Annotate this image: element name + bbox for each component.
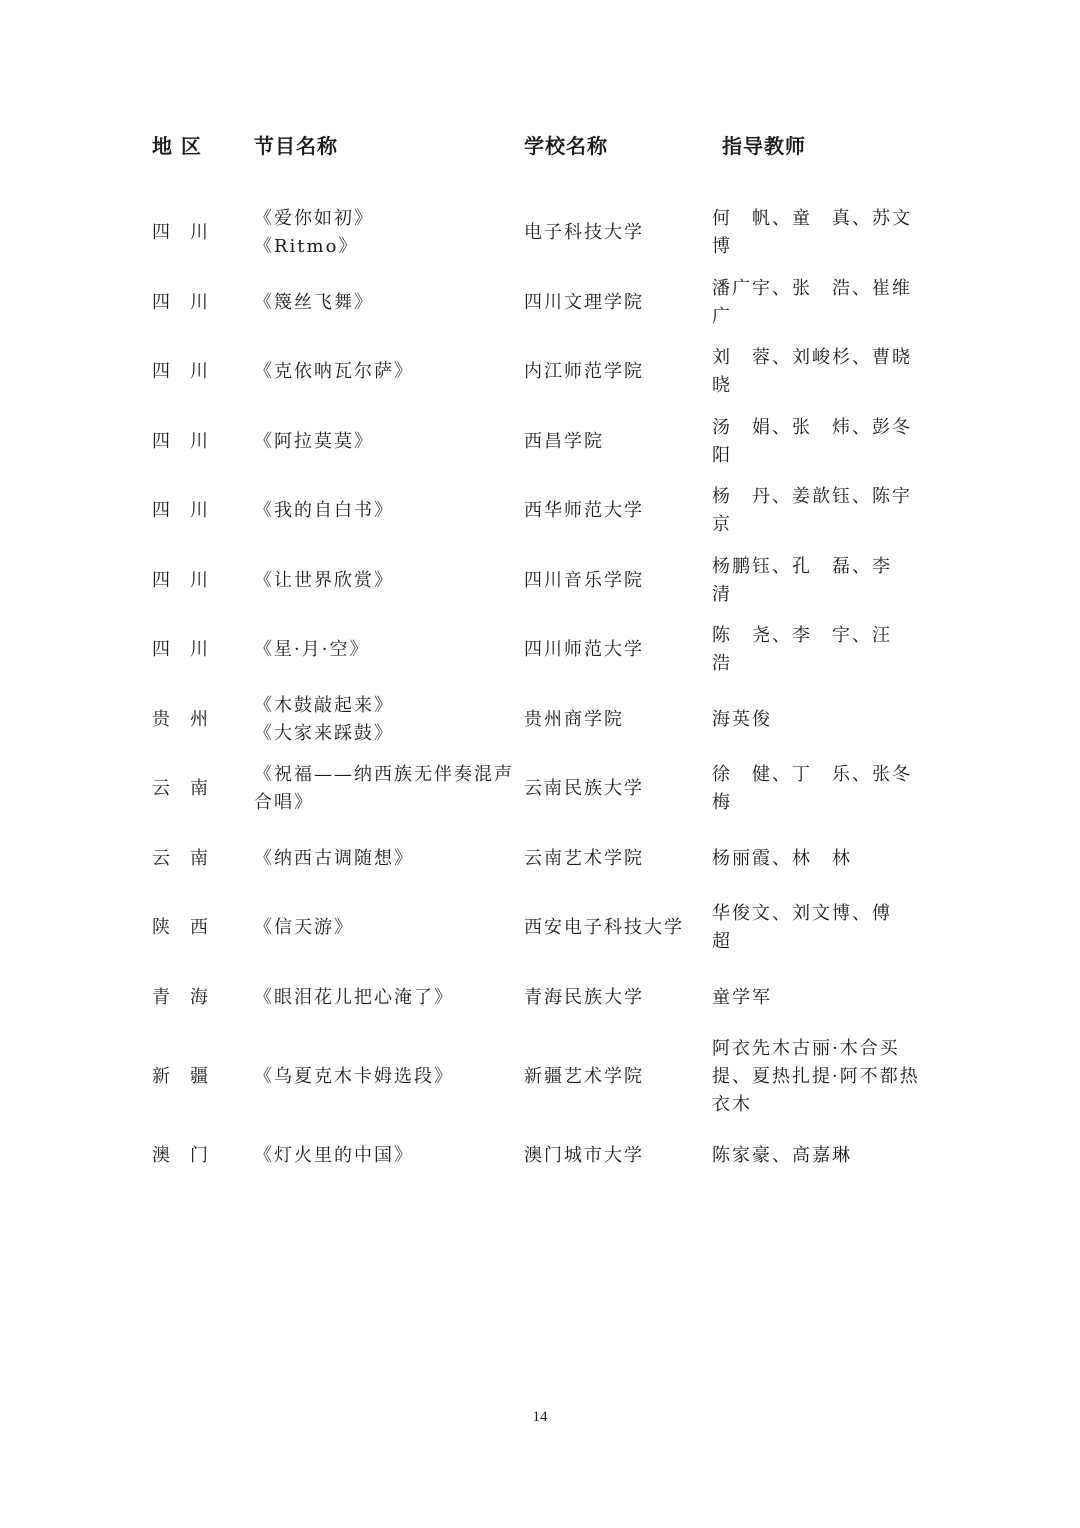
cell-region: 四川 [152,570,228,591]
cell-teacher: 华俊文、刘文博、傅 超 [712,903,912,952]
table-row [0,546,1080,616]
table-row [0,754,1080,824]
cell-school: 青海民族大学 [524,987,644,1008]
cell-program: 《篾丝飞舞》 [254,292,374,313]
cell-program: 《让世界欣赏》 [254,570,394,591]
cell-school: 西安电子科技大学 [524,917,684,938]
cell-region: 四川 [152,361,228,382]
table-row [0,1034,1080,1120]
cell-school: 内江师范学院 [524,361,644,382]
table-row [0,337,1080,407]
cell-school: 四川音乐学院 [524,570,644,591]
table-row [0,407,1080,477]
cell-region: 新疆 [152,1066,228,1087]
cell-region: 澳门 [152,1145,228,1166]
cell-school: 澳门城市大学 [524,1145,644,1166]
cell-program: 《灯火里的中国》 [254,1145,414,1166]
table-row [0,476,1080,546]
cell-school: 四川师范大学 [524,639,644,660]
cell-program: 《乌夏克木卡姆选段》 [254,1066,454,1087]
cell-school: 贵州商学院 [524,709,624,730]
cell-teacher: 童学军 [712,987,772,1008]
cell-program: 《阿拉莫莫》 [254,431,374,452]
table-row [0,824,1080,894]
cell-region: 陕西 [152,917,228,938]
cell-school: 四川文理学院 [524,292,644,313]
header-teacher: 指导教师 [722,134,806,158]
cell-teacher: 杨鹏钰、孔 磊、李 清 [712,556,912,605]
cell-teacher: 何 帆、童 真、苏文博 [712,208,912,257]
cell-teacher: 刘 蓉、刘峻杉、曹晓晓 [712,347,912,396]
cell-school: 新疆艺术学院 [524,1066,644,1087]
cell-school: 西华师范大学 [524,500,644,521]
cell-program: 《信天游》 [254,917,354,938]
table-row [0,685,1080,755]
cell-school: 西昌学院 [524,431,604,452]
cell-school: 云南艺术学院 [524,848,644,869]
cell-teacher: 杨 丹、姜歆钰、陈宇京 [712,486,912,535]
cell-region: 云南 [152,848,228,869]
page-number: 14 [532,1409,548,1425]
cell-teacher: 海英俊 [712,709,772,730]
cell-teacher: 徐 健、丁 乐、张冬梅 [712,764,912,813]
cell-school: 云南民族大学 [524,778,644,799]
cell-region: 四川 [152,222,228,243]
table-row [0,1121,1080,1191]
cell-program: 《爱你如初》 《Ritmo》 [254,208,374,257]
cell-region: 四川 [152,639,228,660]
cell-teacher: 潘广宇、张 浩、崔维广 [712,278,912,327]
header-program: 节目名称 [254,134,338,158]
cell-program: 《星·月·空》 [254,639,370,660]
cell-program: 《木鼓敲起来》 《大家来踩鼓》 [254,695,394,744]
cell-teacher: 杨丽霞、林 林 [712,848,852,869]
table-row [0,963,1080,1033]
cell-region: 贵州 [152,709,228,730]
cell-school: 电子科技大学 [524,222,644,243]
cell-program: 《眼泪花儿把心淹了》 [254,987,454,1008]
cell-program: 《克依呐瓦尔萨》 [254,361,414,382]
cell-teacher: 陈家豪、高嘉琳 [712,1145,852,1166]
header-school: 学校名称 [524,134,608,158]
cell-program: 《祝福——纳西族无伴奏混声合唱》 [254,764,514,813]
cell-teacher: 陈 尧、李 宇、汪 浩 [712,625,912,674]
table-row [0,893,1080,963]
table-row [0,198,1080,268]
cell-region: 四川 [152,292,228,313]
cell-program: 《纳西古调随想》 [254,848,414,869]
table-row [0,268,1080,338]
cell-teacher: 阿衣先木古丽·木合买提、夏热扎提·阿不都热衣木 [712,1038,920,1115]
cell-region: 四川 [152,431,228,452]
cell-region: 四川 [152,500,228,521]
cell-teacher: 汤 娟、张 炜、彭冬阳 [712,417,912,466]
table-row [0,615,1080,685]
header-region: 地 区 [152,134,202,158]
cell-region: 青海 [152,987,228,1008]
cell-region: 云南 [152,778,228,799]
table-header [0,130,1080,160]
cell-program: 《我的自白书》 [254,500,394,521]
